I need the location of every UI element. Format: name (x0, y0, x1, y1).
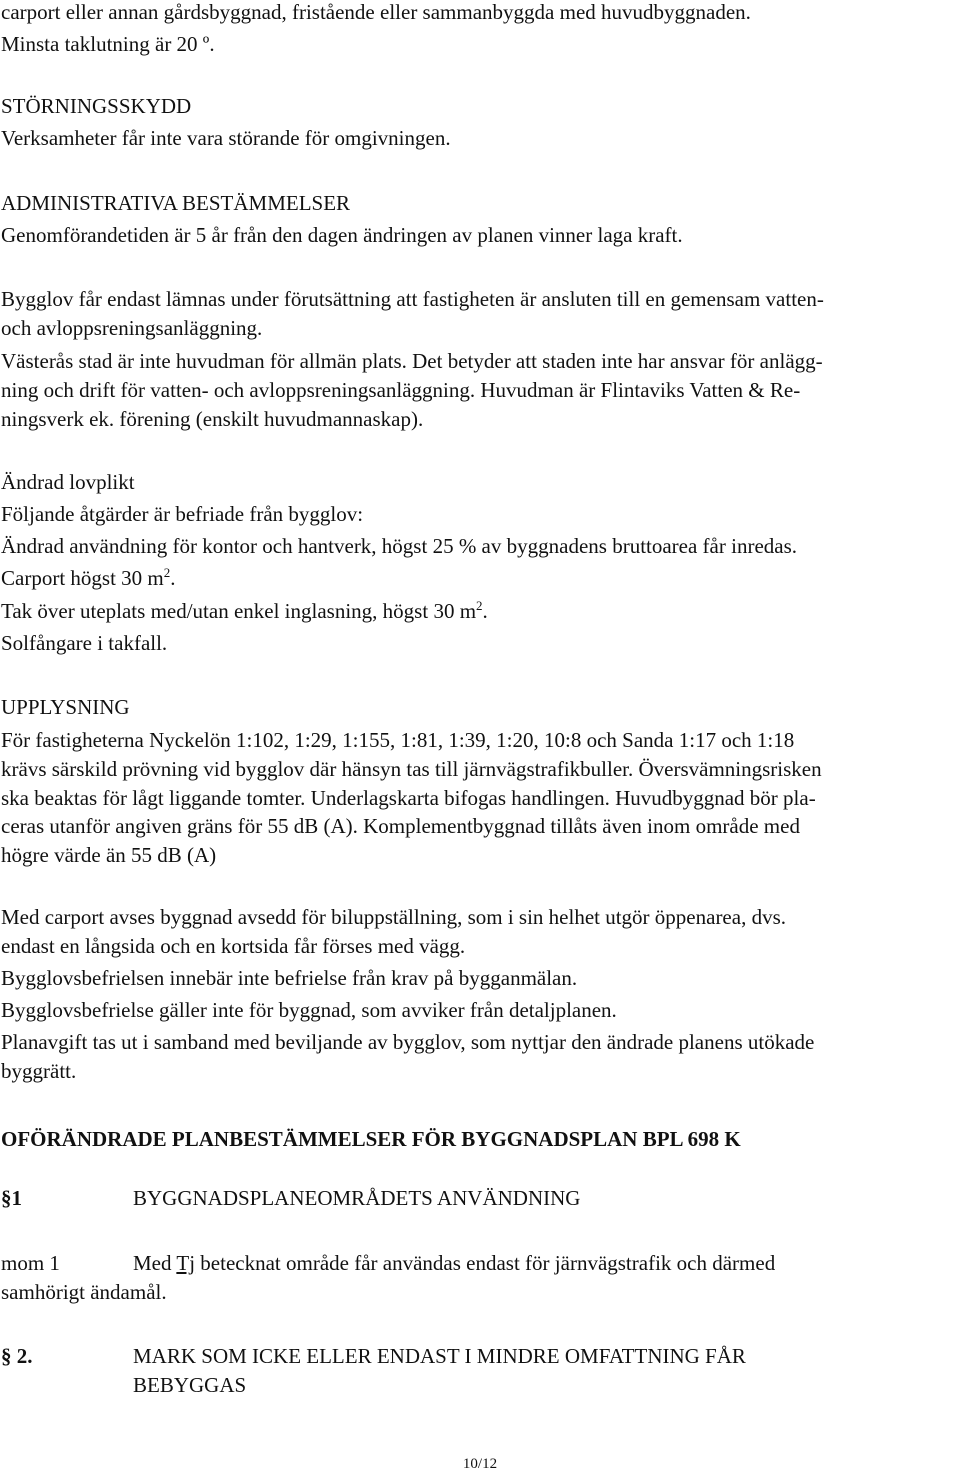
notes-carport-line-2: endast en långsida och en kortsida får förses med vägg. (1, 934, 466, 958)
mom-1-label: mom 1 (1, 1251, 60, 1275)
info-heading: UPPLYSNING (1, 695, 130, 719)
permit-heading: Ändrad lovplikt (1, 470, 135, 494)
section-2-title-line-2: BEBYGGAS (133, 1373, 247, 1397)
mom-1-line-2: samhörigt ändamål. (1, 1280, 167, 1304)
admin-principal-line-1 (1, 351, 823, 372)
info-line-2: krävs särskild prövning vid bygglov där hänsyn tas till järnvägstrafikbuller. Översvämningsrisken (1, 757, 822, 781)
info-line-1: För fastigheterna Nyckelön 1:102, 1:29, 1:155, 1:81, 1:39, 1:20, 10:8 och Sanda 1:17 och 1:18 (1, 728, 795, 752)
section-2-number: § 2. (1, 1344, 33, 1368)
permit-item-roof-text: Tak över uteplats med/utan enkel inglasning, högst 30 m (1, 599, 477, 623)
unchanged-heading: OFÖRÄNDRADE PLANBESTÄMMELSER FÖR BYGGNADSPLAN BPL 698 K (1, 1127, 741, 1151)
admin-bygglov-line-1: Bygglov får endast lämnas under förutsättning att fastigheten är ansluten till en gemensam vatten- (1, 287, 824, 311)
intro-line-1: carport eller annan gårdsbyggnad, fristående eller sammanbyggda med huvudbyggnaden. (1, 0, 751, 24)
mom-1-text (133, 1253, 775, 1274)
permit-item-roof-end: . (482, 599, 488, 623)
permit-item-office: Ändrad användning för kontor och hantverk, högst 25 % av byggnadens bruttoarea får inredas. (1, 534, 798, 558)
section-2-title-line-1: MARK SOM ICKE ELLER ENDAST I MINDRE OMFATTNING FÅR (133, 1344, 746, 1368)
section-1-number: §1 (1, 1186, 22, 1210)
info-line-3: ska beaktas för lågt liggande tomter. Underlagskarta bifogas handlingen. Huvudbyggnad bör pla- (1, 786, 816, 810)
superscript-2: 2 (163, 565, 171, 580)
admin-principal-line-1a: Västerås stad är inte huvudman för allmän plats. (1, 349, 407, 373)
permit-intro: Följande åtgärder är befriade från bygglov: (1, 502, 364, 526)
permit-item-roof (1, 598, 488, 623)
permit-item-carport-end: . (170, 566, 176, 590)
disturbance-text: Verksamheter får inte vara störande för omgivningen. (1, 126, 451, 150)
info-line-5: högre värde än 55 dB (A) (1, 843, 217, 867)
admin-principal-line-3: ningsverk ek. förening (enskilt huvudmannaskap). (1, 407, 424, 431)
admin-principal-line-1b: Det betyder att staden inte har ansvar för anlägg- (412, 349, 823, 373)
mom-1-post: betecknat område får användas endast för järnvägstrafik och därmed (195, 1251, 776, 1275)
permit-item-solar: Solfångare i takfall. (1, 631, 168, 655)
admin-principal-line-2: ning och drift för vatten- och avloppsreningsanläggning. Huvudman är Flintaviks Vatten & Re- (1, 378, 801, 402)
mom-1-code: Tj (176, 1251, 196, 1275)
section-1-title: BYGGNADSPLANEOMRÅDETS ANVÄNDNING (133, 1186, 581, 1210)
disturbance-heading: STÖRNINGSSKYDD (1, 94, 192, 118)
admin-bygglov-line-2: och avloppsreningsanläggning. (1, 316, 263, 340)
notes-fee-line-1: Planavgift tas ut i samband med beviljande av bygglov, som nyttjar den ändrade planens utökade (1, 1030, 815, 1054)
notes-exemption: Bygglovsbefrielsen innebär inte befrielse från krav på bygganmälan. (1, 966, 578, 990)
permit-item-carport (1, 565, 176, 590)
info-line-4: ceras utanför angiven gräns för 55 dB (A). Komplementbyggnad tillåts även inom område med (1, 814, 800, 838)
permit-item-carport-text: Carport högst 30 m (1, 566, 164, 590)
intro-line-2: Minsta taklutning är 20 º. (1, 32, 215, 56)
notes-carport-line-1: Med carport avses byggnad avsedd för biluppställning, som i sin helhet utgör öppenarea, dvs. (1, 905, 786, 929)
admin-implementation-text: Genomförandetiden är 5 år från den dagen ändringen av planen vinner laga kraft. (1, 223, 683, 247)
admin-heading: ADMINISTRATIVA BESTÄMMELSER (1, 191, 351, 215)
mom-1-pre: Med (133, 1251, 177, 1275)
notes-fee-line-2: byggrätt. (1, 1059, 77, 1083)
page-number: 10/12 (462, 1456, 498, 1472)
notes-exemption-2: Bygglovsbefrielse gäller inte för byggnad, som avviker från detaljplanen. (1, 998, 617, 1022)
superscript-2: 2 (476, 598, 483, 613)
